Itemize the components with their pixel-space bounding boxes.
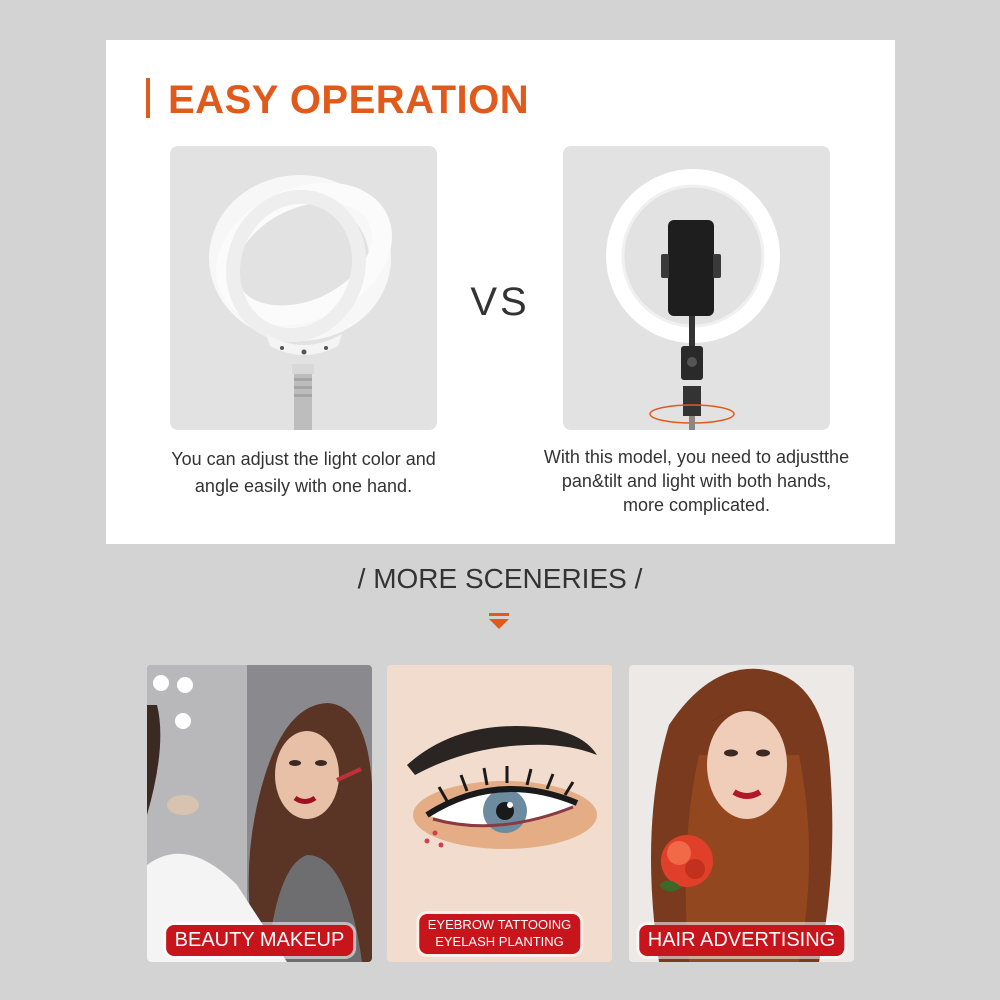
versus-label: VS <box>470 280 530 324</box>
ring-light-with-phone-photo <box>563 146 830 430</box>
scene-card-hair-advertising <box>629 665 854 962</box>
scene-card-beauty-makeup <box>147 665 372 962</box>
beauty-makeup-photo <box>147 665 372 962</box>
eyebrow-eyelash-label <box>419 914 581 954</box>
more-sceneries-heading: / MORE SCENERIES / <box>357 563 643 594</box>
eyelash-planting-text: EYELASH PLANTING <box>435 934 564 950</box>
heading-text: EASY OPERATION <box>168 78 530 122</box>
both-hands-caption: With this model, you need to adjustthe pan&tilt and light with both hands, more complicated. <box>543 447 850 515</box>
eyebrow-tattooing-text: EYEBROW TATTOOING <box>427 917 572 933</box>
beauty-makeup-label: BEAUTY MAKEUP <box>166 925 354 956</box>
heading-accent-bar <box>146 78 150 118</box>
hair-advertising-photo <box>629 665 854 962</box>
scene-card-eyebrow-eyelash <box>387 665 612 962</box>
hair-advertising-label: HAIR ADVERTISING <box>639 925 844 956</box>
flexible-ring-light-photo <box>170 146 437 430</box>
section-heading <box>146 78 529 123</box>
chevron-down-icon <box>488 612 510 630</box>
one-hand-caption: You can adjust the light color and angle easily with one hand. <box>171 449 436 496</box>
